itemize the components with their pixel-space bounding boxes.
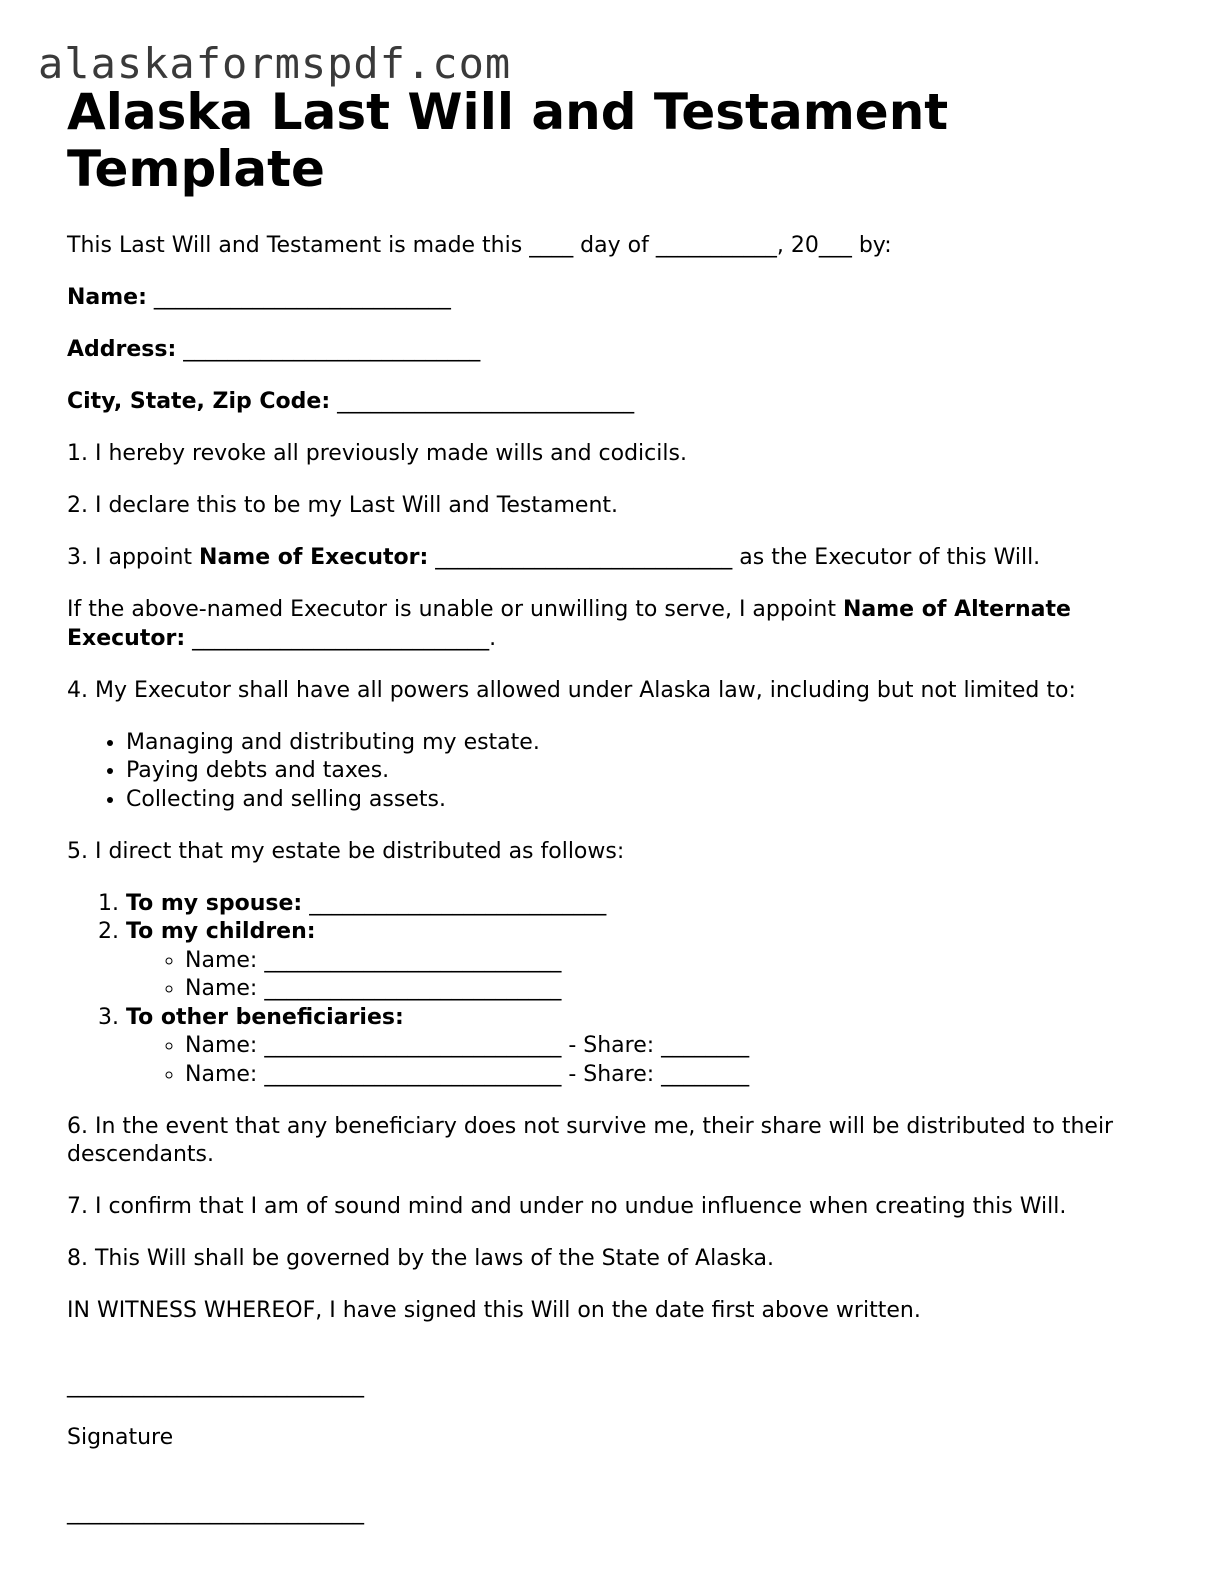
power-item: • Managing and distributing my estate. (126, 729, 1177, 758)
power-item: • Collecting and selling assets. (126, 786, 1177, 815)
child-name-blank: ___________________________ (264, 947, 562, 973)
child-name-item (185, 975, 1177, 1004)
executor-label: Name of Executor: (199, 545, 429, 570)
beneficiary-name-blank: ___________________________ (264, 1061, 562, 1087)
child-name-label: Name: (185, 976, 258, 1001)
witness-statement: IN WITNESS WHEREOF, I have signed this Will on the date first above written. (67, 1298, 921, 1323)
alternate-suffix: . (489, 625, 497, 651)
document-title: Alaska Last Will and Testament Template (67, 83, 949, 198)
name-label: Name: (67, 285, 147, 310)
signature-label: Signature (67, 1425, 174, 1450)
beneficiary-name-blank: ___________________________ (264, 1033, 562, 1058)
clause-3 (67, 544, 1177, 573)
child-name-label: Name: (185, 947, 258, 973)
executor-powers-list (67, 729, 1177, 815)
clause-8: 8. This Will shall be governed by the laws of the State of Alaska. (67, 1246, 774, 1271)
alternate-executor-blank: ___________________________ (192, 625, 490, 651)
clause-6: 6. In the event that any beneficiary does not survive me, their share will be distributed to their descendants. (67, 1113, 1114, 1167)
signature-line: ___________________________ (67, 1373, 364, 1398)
second-signature-line: ___________________________ (67, 1500, 364, 1525)
executor-blank: ___________________________ (435, 545, 733, 570)
clause-1: 1. I hereby revoke all previously made wills and codicils. (67, 441, 687, 466)
address-field (67, 336, 1177, 365)
spouse-item (126, 890, 1177, 919)
children-item (126, 918, 1177, 1004)
distribution-list (67, 890, 1177, 1090)
clause-4: 4. My Executor shall have all powers allowed under Alaska law, including but not limited to: (67, 677, 1076, 703)
other-beneficiaries-list (126, 1032, 1177, 1089)
beneficiary-name-label: Name: (185, 1061, 258, 1087)
clause-7: 7. I confirm that I am of sound mind and under no undue influence when creating this Will. (67, 1194, 1067, 1219)
beneficiary-name-label: Name: (185, 1033, 258, 1058)
other-beneficiaries-label: To other beneficiaries: (126, 1004, 404, 1030)
clause-3-prefix: 3. I appoint (67, 545, 193, 570)
beneficiary-share: - Share: ________ (568, 1033, 750, 1058)
intro-line: This Last Will and Testament is made this ____ day of ___________, 20___ by: (67, 233, 892, 258)
child-name-item (185, 947, 1177, 976)
child-name-blank: ___________________________ (264, 976, 562, 1001)
clause-3-suffix: as the Executor of this Will. (739, 545, 1041, 570)
beneficiary-item (185, 1032, 1177, 1061)
beneficiary-share: - Share: ________ (568, 1061, 750, 1087)
name-blank: ___________________________ (153, 285, 451, 310)
spouse-blank: ___________________________ (309, 890, 607, 916)
children-label: To my children: (126, 919, 316, 944)
beneficiary-item (185, 1061, 1177, 1090)
children-list (126, 947, 1177, 1004)
city-label: City, State, Zip Code: (67, 389, 331, 414)
alternate-executor-label: Name of Alternate Executor: (67, 597, 1071, 651)
address-label: Address: (67, 337, 177, 362)
clause-2: 2. I declare this to be my Last Will and Testament. (67, 493, 619, 518)
address-blank: ___________________________ (183, 337, 481, 362)
city-field (67, 388, 1177, 417)
alternate-prefix: If the above-named Executor is unable or unwilling to serve, I appoint (67, 597, 836, 622)
spouse-label: To my spouse: (126, 890, 303, 916)
other-beneficiaries-item (126, 1004, 1177, 1090)
city-blank: ___________________________ (337, 389, 635, 414)
document-body (67, 84, 1177, 1551)
alternate-executor-clause (67, 596, 1177, 653)
name-field (67, 284, 1177, 313)
power-item: • Paying debts and taxes. (126, 757, 1177, 786)
watermark-text: alaskaformspdf.com (38, 39, 512, 88)
clause-5: 5. I direct that my estate be distributed as follows: (67, 838, 625, 864)
